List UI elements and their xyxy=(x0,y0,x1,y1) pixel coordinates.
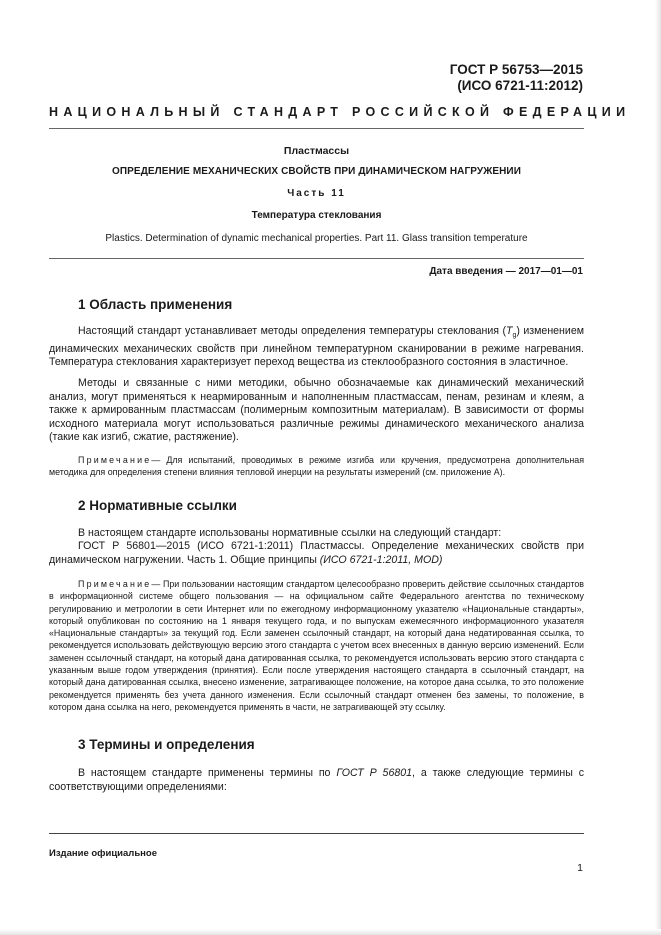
header-divider xyxy=(49,128,584,129)
section-1-paragraph-2: Методы и связанные с ними методики, обычно обозначаемые как динамический механический анализ, могут применяться к неармированным и наполненным пластмассам, пенам, резинам и клеям, а также к армированным пластмассам (полимерным композитным материалам). В зависимости от формы исходного материала могут использоваться различные режимы динамического механического анализа (такие как изгиб, сжатие, растяжение). xyxy=(49,377,584,443)
page-number: 1 xyxy=(577,862,583,874)
section-2-paragraph-1: В настоящем стандарте использованы нормативные ссылки на следующий стандарт: xyxy=(78,527,502,539)
title-divider xyxy=(49,258,584,259)
iso-number: (ИСО 6721-11:2012) xyxy=(457,78,583,93)
standard-english-title: Plastics. Determination of dynamic mechanical properties. Part 11. Glass transition temperature xyxy=(105,233,528,244)
section-3-paragraph-1: В настоящем стандарте применены термины по ГОСТ Р 56801, а также следующие термины с соответствующими определениями: xyxy=(49,767,584,793)
gost-number: ГОСТ Р 56753—2015 xyxy=(449,62,583,77)
section-2-note: Примечание— При пользовании настоящим стандартом целесообразно проверить действие ссылочных стандартов в информационной системе общего пользования — на официальном сайте Федерального агентства по техническому регулированию и метрологии в сети Интернет или по ежегодному информационному указателю «Национальные стандарты», который опубликован по состоянию на 1 января текущего года, и по выпускам ежемесячного информационного указателя «Национальные стандарты» за текущий год. Если заменен ссылочный стандарт, на который дана недатированная ссылка, то рекомендуется использовать действующую версию этого стандарта с учетом всех внесенных в данную версию изменений. Если заменен ссылочный стандарт, на который дана датированная ссылка, то рекомендуется использовать версию этого стандарта с указанным выше годом утверждения (принятия). Если после утверждения настоящего стандарта в ссылочный стандарт, на который дана датированная ссылка, внесено изменение, затрагивающее положение, на которое дана ссылка, то это положение рекомендуется применять без учета данного изменения. Если ссылочный стандарт отменен без замены, то положение, в котором дана ссылка на него, рекомендуется применять в части, не затрагивающей эту ссылку. xyxy=(49,579,584,712)
page-edge-shadow-right xyxy=(655,0,661,935)
standard-subtitle: ОПРЕДЕЛЕНИЕ МЕХАНИЧЕСКИХ СВОЙСТВ ПРИ ДИНАМИЧЕСКОМ НАГРУЖЕНИИ xyxy=(111,166,522,177)
standard-subject: Пластмассы xyxy=(283,145,350,157)
note-label: Примечание xyxy=(78,579,152,589)
section-1-note: Примечание— Для испытаний, проводимых в режиме изгиба или кручения, предусмотрена дополнительная методика для определения степени влияния тепловой инерции на результаты измерений (см. приложение А). xyxy=(49,455,584,478)
section-3-heading: 3 Термины и определения xyxy=(78,737,255,752)
official-edition-label: Издание официальное xyxy=(49,848,157,859)
standard-part-title: Температура стеклования xyxy=(251,210,382,221)
standard-part: Часть 11 xyxy=(287,188,346,199)
footer-divider xyxy=(49,833,584,834)
introduction-date: Дата введения — 2017—01—01 xyxy=(429,266,583,277)
section-2-heading: 2 Нормативные ссылки xyxy=(78,498,237,513)
document-number-block xyxy=(450,62,583,94)
note-label: Примечание xyxy=(78,455,152,465)
section-1-paragraph-1: Настоящий стандарт устанавливает методы определения температуры стеклования $(T_g)$ изменением динамических механических свойств при линейном температурном сканировании в режиме нагревания. Температура стеклования характеризует переход вещества из стеклообразного состояния в эластичное. xyxy=(49,325,584,369)
page-edge-shadow-bottom xyxy=(0,929,661,935)
section-1-heading: 1 Область применения xyxy=(78,297,233,312)
national-standard-banner: НАЦИОНАЛЬНЫЙ СТАНДАРТ РОССИЙСКОЙ ФЕДЕРАЦИИ xyxy=(49,105,631,119)
section-2-reference: ГОСТ Р 56801—2015 (ИСО 6721-1:2011) Пластмассы. Определение механических свойств при динамическом нагружении. Часть 1. Общие принципы (ИСО 6721-1:2011, MOD) xyxy=(49,540,584,566)
